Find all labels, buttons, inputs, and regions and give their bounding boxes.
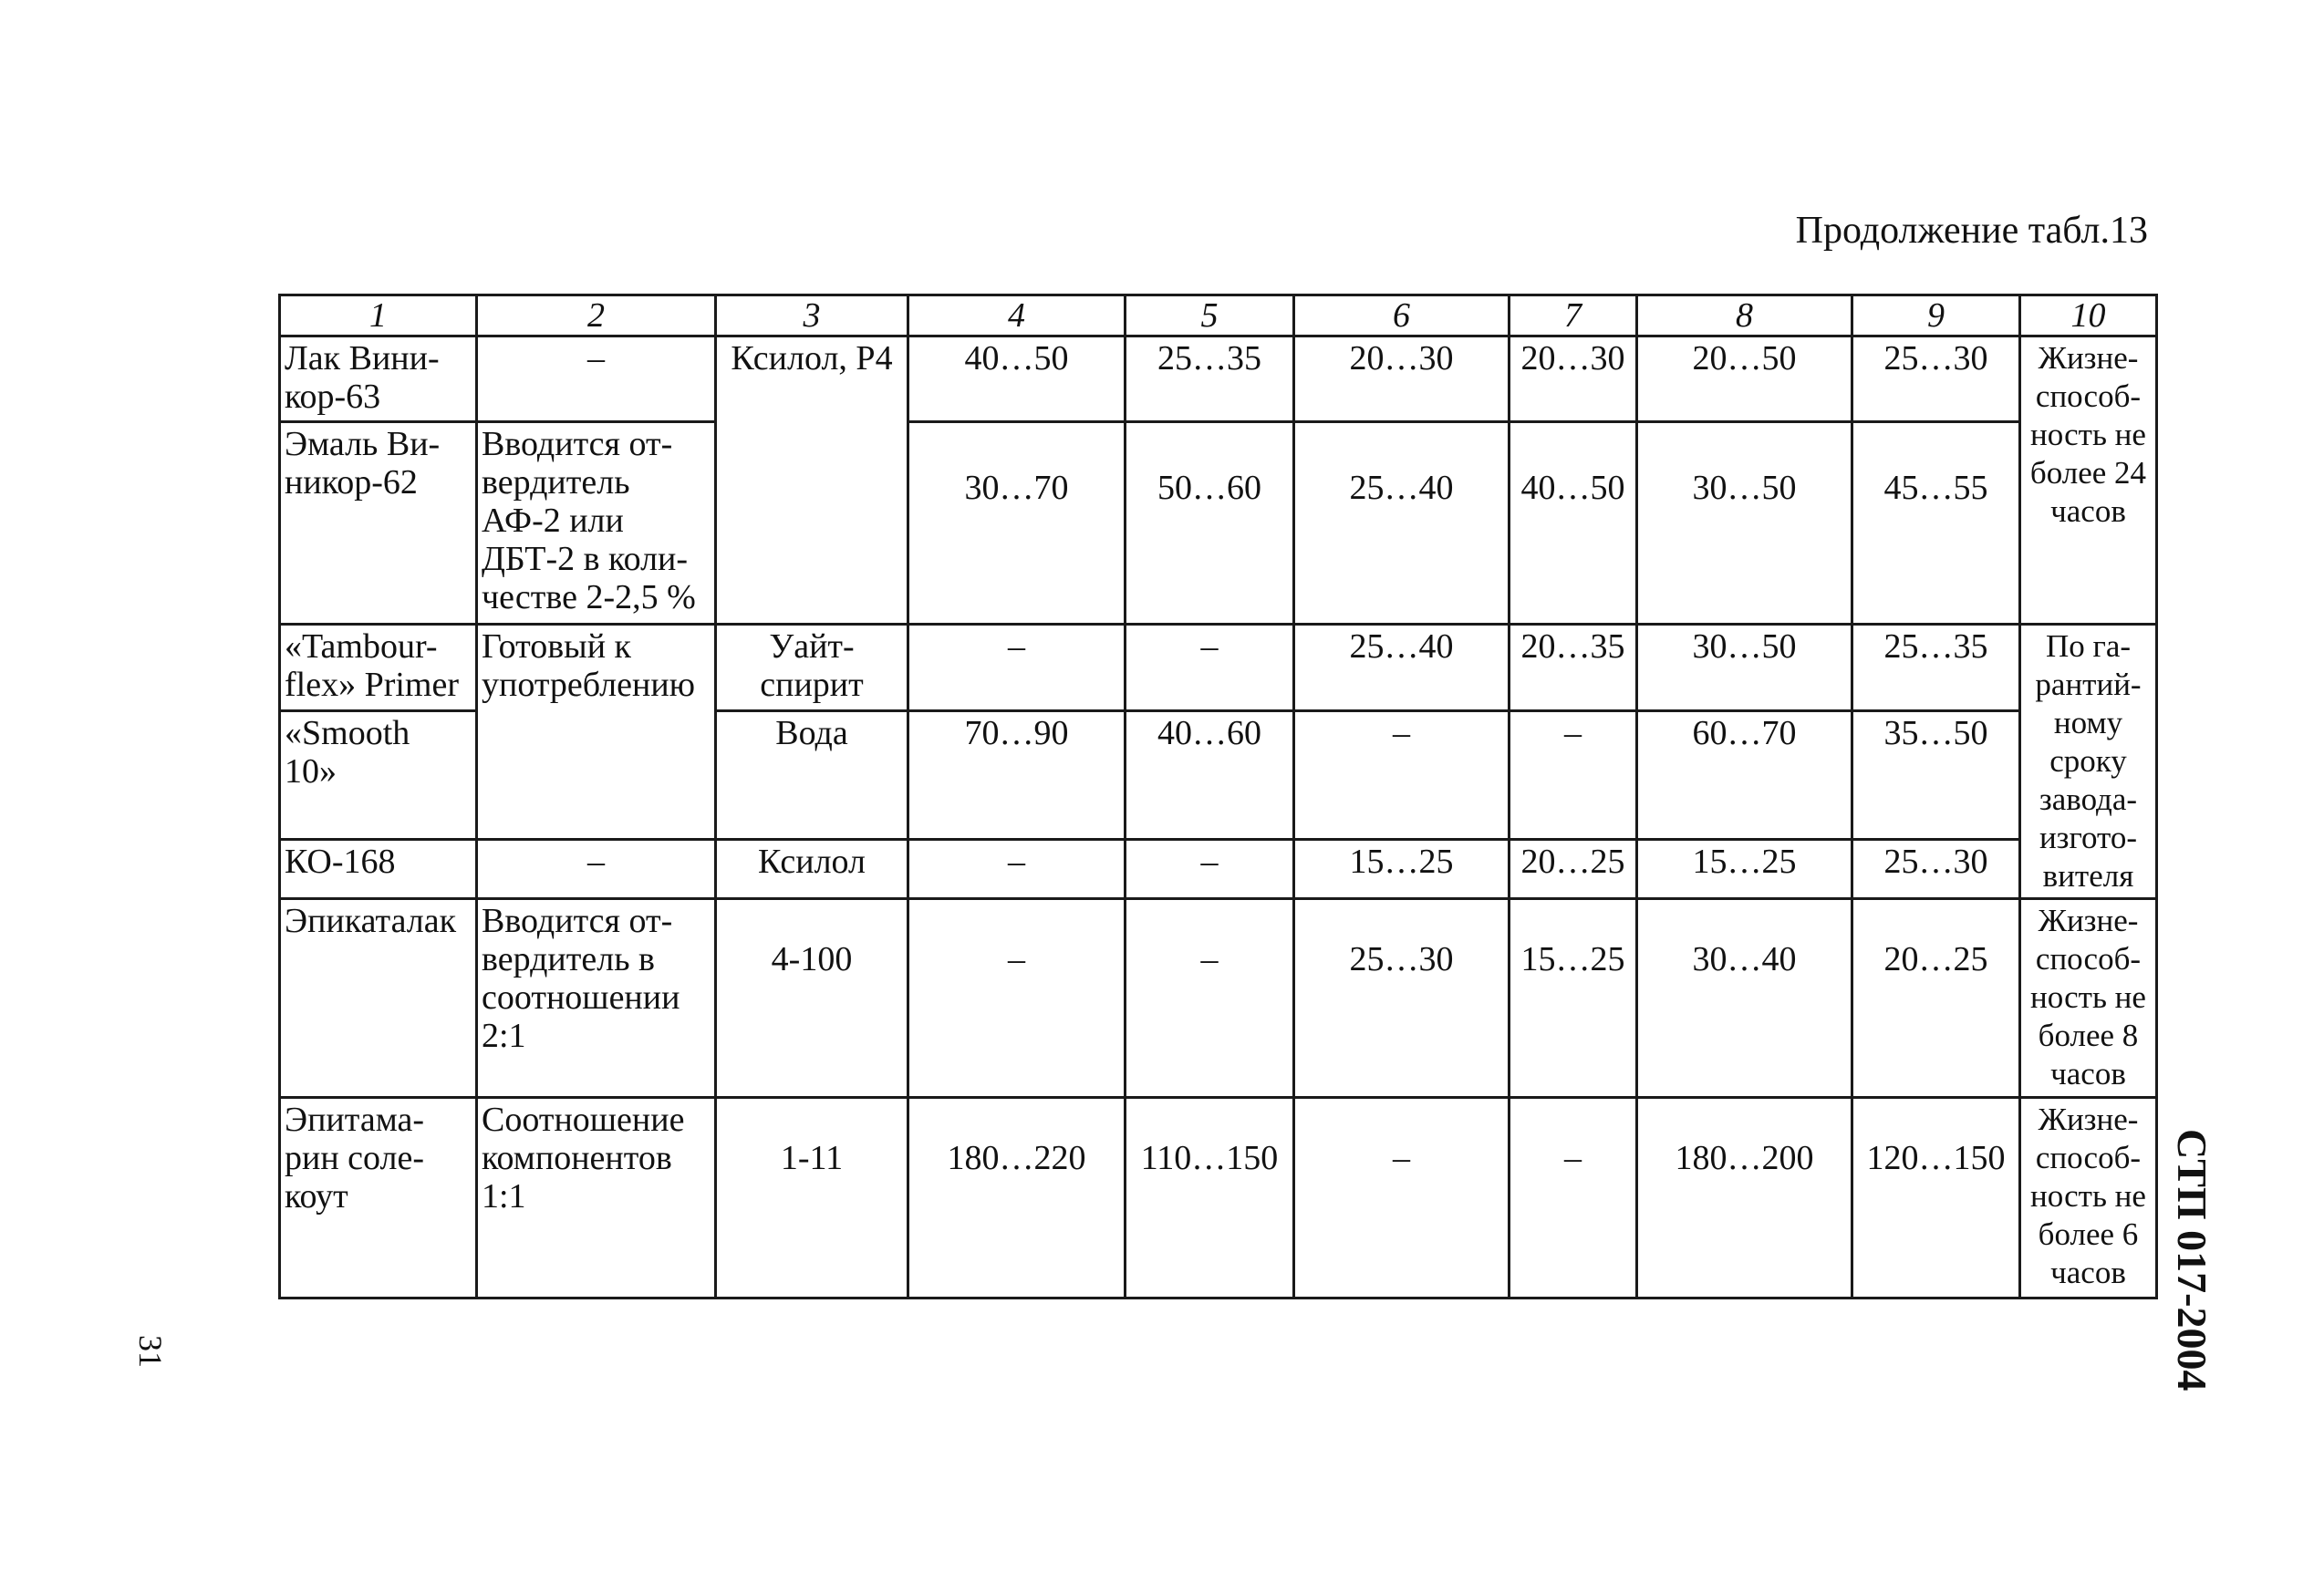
value-cell: 25…35 <box>1852 625 2020 711</box>
value-cell: 20…30 <box>1294 336 1510 422</box>
value-cell: 15…25 <box>1510 899 1637 1098</box>
value-cell: – <box>1294 1098 1510 1298</box>
document-code: СТП 017-2004 <box>2169 1129 2215 1392</box>
value-cell: – <box>908 840 1126 899</box>
column-header: 5 <box>1126 295 1294 336</box>
table-row <box>280 422 2157 625</box>
material-cell: «Smooth 10» <box>280 710 477 839</box>
table-row <box>280 840 2157 899</box>
column-header: 4 <box>908 295 1126 336</box>
value-cell: 180…220 <box>908 1098 1126 1298</box>
column-header: 10 <box>2020 295 2157 336</box>
table-row <box>280 899 2157 1098</box>
preparation-cell: – <box>477 840 716 899</box>
data-table <box>278 294 2158 1299</box>
value-cell: 20…25 <box>1510 840 1637 899</box>
value-cell: 110…150 <box>1126 1098 1294 1298</box>
column-header: 6 <box>1294 295 1510 336</box>
solvent-cell: Вода <box>716 710 908 839</box>
note-cell: Жизне- способ- ность не более 8 часов <box>2020 899 2157 1098</box>
material-cell: КО-168 <box>280 840 477 899</box>
value-cell: 40…50 <box>908 336 1126 422</box>
value-cell: 20…35 <box>1510 625 1637 711</box>
material-cell: Эпитама- рин соле- коут <box>280 1098 477 1298</box>
value-cell: – <box>1510 1098 1637 1298</box>
preparation-cell: Вводится от- вердитель АФ-2 или ДБТ-2 в коли- честве 2-2,5 % <box>477 422 716 625</box>
value-cell: – <box>1126 625 1294 711</box>
value-cell: 40…60 <box>1126 710 1294 839</box>
material-cell: «Tambour- flex» Primer <box>280 625 477 711</box>
value-cell: 45…55 <box>1852 422 2020 625</box>
table-row <box>280 625 2157 711</box>
value-cell: 180…200 <box>1637 1098 1852 1298</box>
column-header: 8 <box>1637 295 1852 336</box>
value-cell: 30…50 <box>1637 422 1852 625</box>
value-cell: 50…60 <box>1126 422 1294 625</box>
solvent-cell: 1-11 <box>716 1098 908 1298</box>
preparation-cell: Вводится от- вердитель в соотношении 2:1 <box>477 899 716 1098</box>
column-header: 7 <box>1510 295 1637 336</box>
value-cell: – <box>1510 710 1637 839</box>
value-cell: – <box>1126 840 1294 899</box>
solvent-cell: Уайт- спирит <box>716 625 908 711</box>
value-cell: 25…40 <box>1294 422 1510 625</box>
material-cell: Лак Вини- кор-63 <box>280 336 477 422</box>
value-cell: 25…30 <box>1852 336 2020 422</box>
solvent-cell: Ксилол <box>716 840 908 899</box>
value-cell: – <box>1126 899 1294 1098</box>
solvent-cell: Ксилол, Р4 <box>716 336 908 625</box>
value-cell: 15…25 <box>1637 840 1852 899</box>
value-cell: 60…70 <box>1637 710 1852 839</box>
preparation-cell: Готовый к употреблению <box>477 625 716 840</box>
page-number: 31 <box>132 1335 169 1368</box>
value-cell: 30…40 <box>1637 899 1852 1098</box>
column-header: 2 <box>477 295 716 336</box>
value-cell: 15…25 <box>1294 840 1510 899</box>
note-cell: По га- рантий- ному сроку завода- изгото- вителя <box>2020 625 2157 899</box>
value-cell: 25…35 <box>1126 336 1294 422</box>
value-cell: – <box>908 899 1126 1098</box>
preparation-cell: Соотношение компонентов 1:1 <box>477 1098 716 1298</box>
table-row <box>280 1098 2157 1298</box>
preparation-cell: – <box>477 336 716 422</box>
table-caption: Продолжение табл.13 <box>1795 210 2148 252</box>
value-cell: – <box>1294 710 1510 839</box>
value-cell: 20…30 <box>1510 336 1637 422</box>
value-cell: 70…90 <box>908 710 1126 839</box>
solvent-cell: 4-100 <box>716 899 908 1098</box>
value-cell: 25…40 <box>1294 625 1510 711</box>
value-cell: 25…30 <box>1294 899 1510 1098</box>
value-cell: 25…30 <box>1852 840 2020 899</box>
material-cell: Эмаль Ви- никор-62 <box>280 422 477 625</box>
column-header: 3 <box>716 295 908 336</box>
material-cell: Эпикаталак <box>280 899 477 1098</box>
header-row <box>280 295 2157 336</box>
note-cell: Жизне- способ- ность не более 6 часов <box>2020 1098 2157 1298</box>
value-cell: 20…25 <box>1852 899 2020 1098</box>
column-header: 9 <box>1852 295 2020 336</box>
value-cell: 40…50 <box>1510 422 1637 625</box>
note-cell: Жизне- способ- ность не более 24 часов <box>2020 336 2157 625</box>
column-header: 1 <box>280 295 477 336</box>
value-cell: – <box>908 625 1126 711</box>
value-cell: 30…70 <box>908 422 1126 625</box>
value-cell: 20…50 <box>1637 336 1852 422</box>
value-cell: 120…150 <box>1852 1098 2020 1298</box>
table-row <box>280 336 2157 422</box>
value-cell: 35…50 <box>1852 710 2020 839</box>
value-cell: 30…50 <box>1637 625 1852 711</box>
